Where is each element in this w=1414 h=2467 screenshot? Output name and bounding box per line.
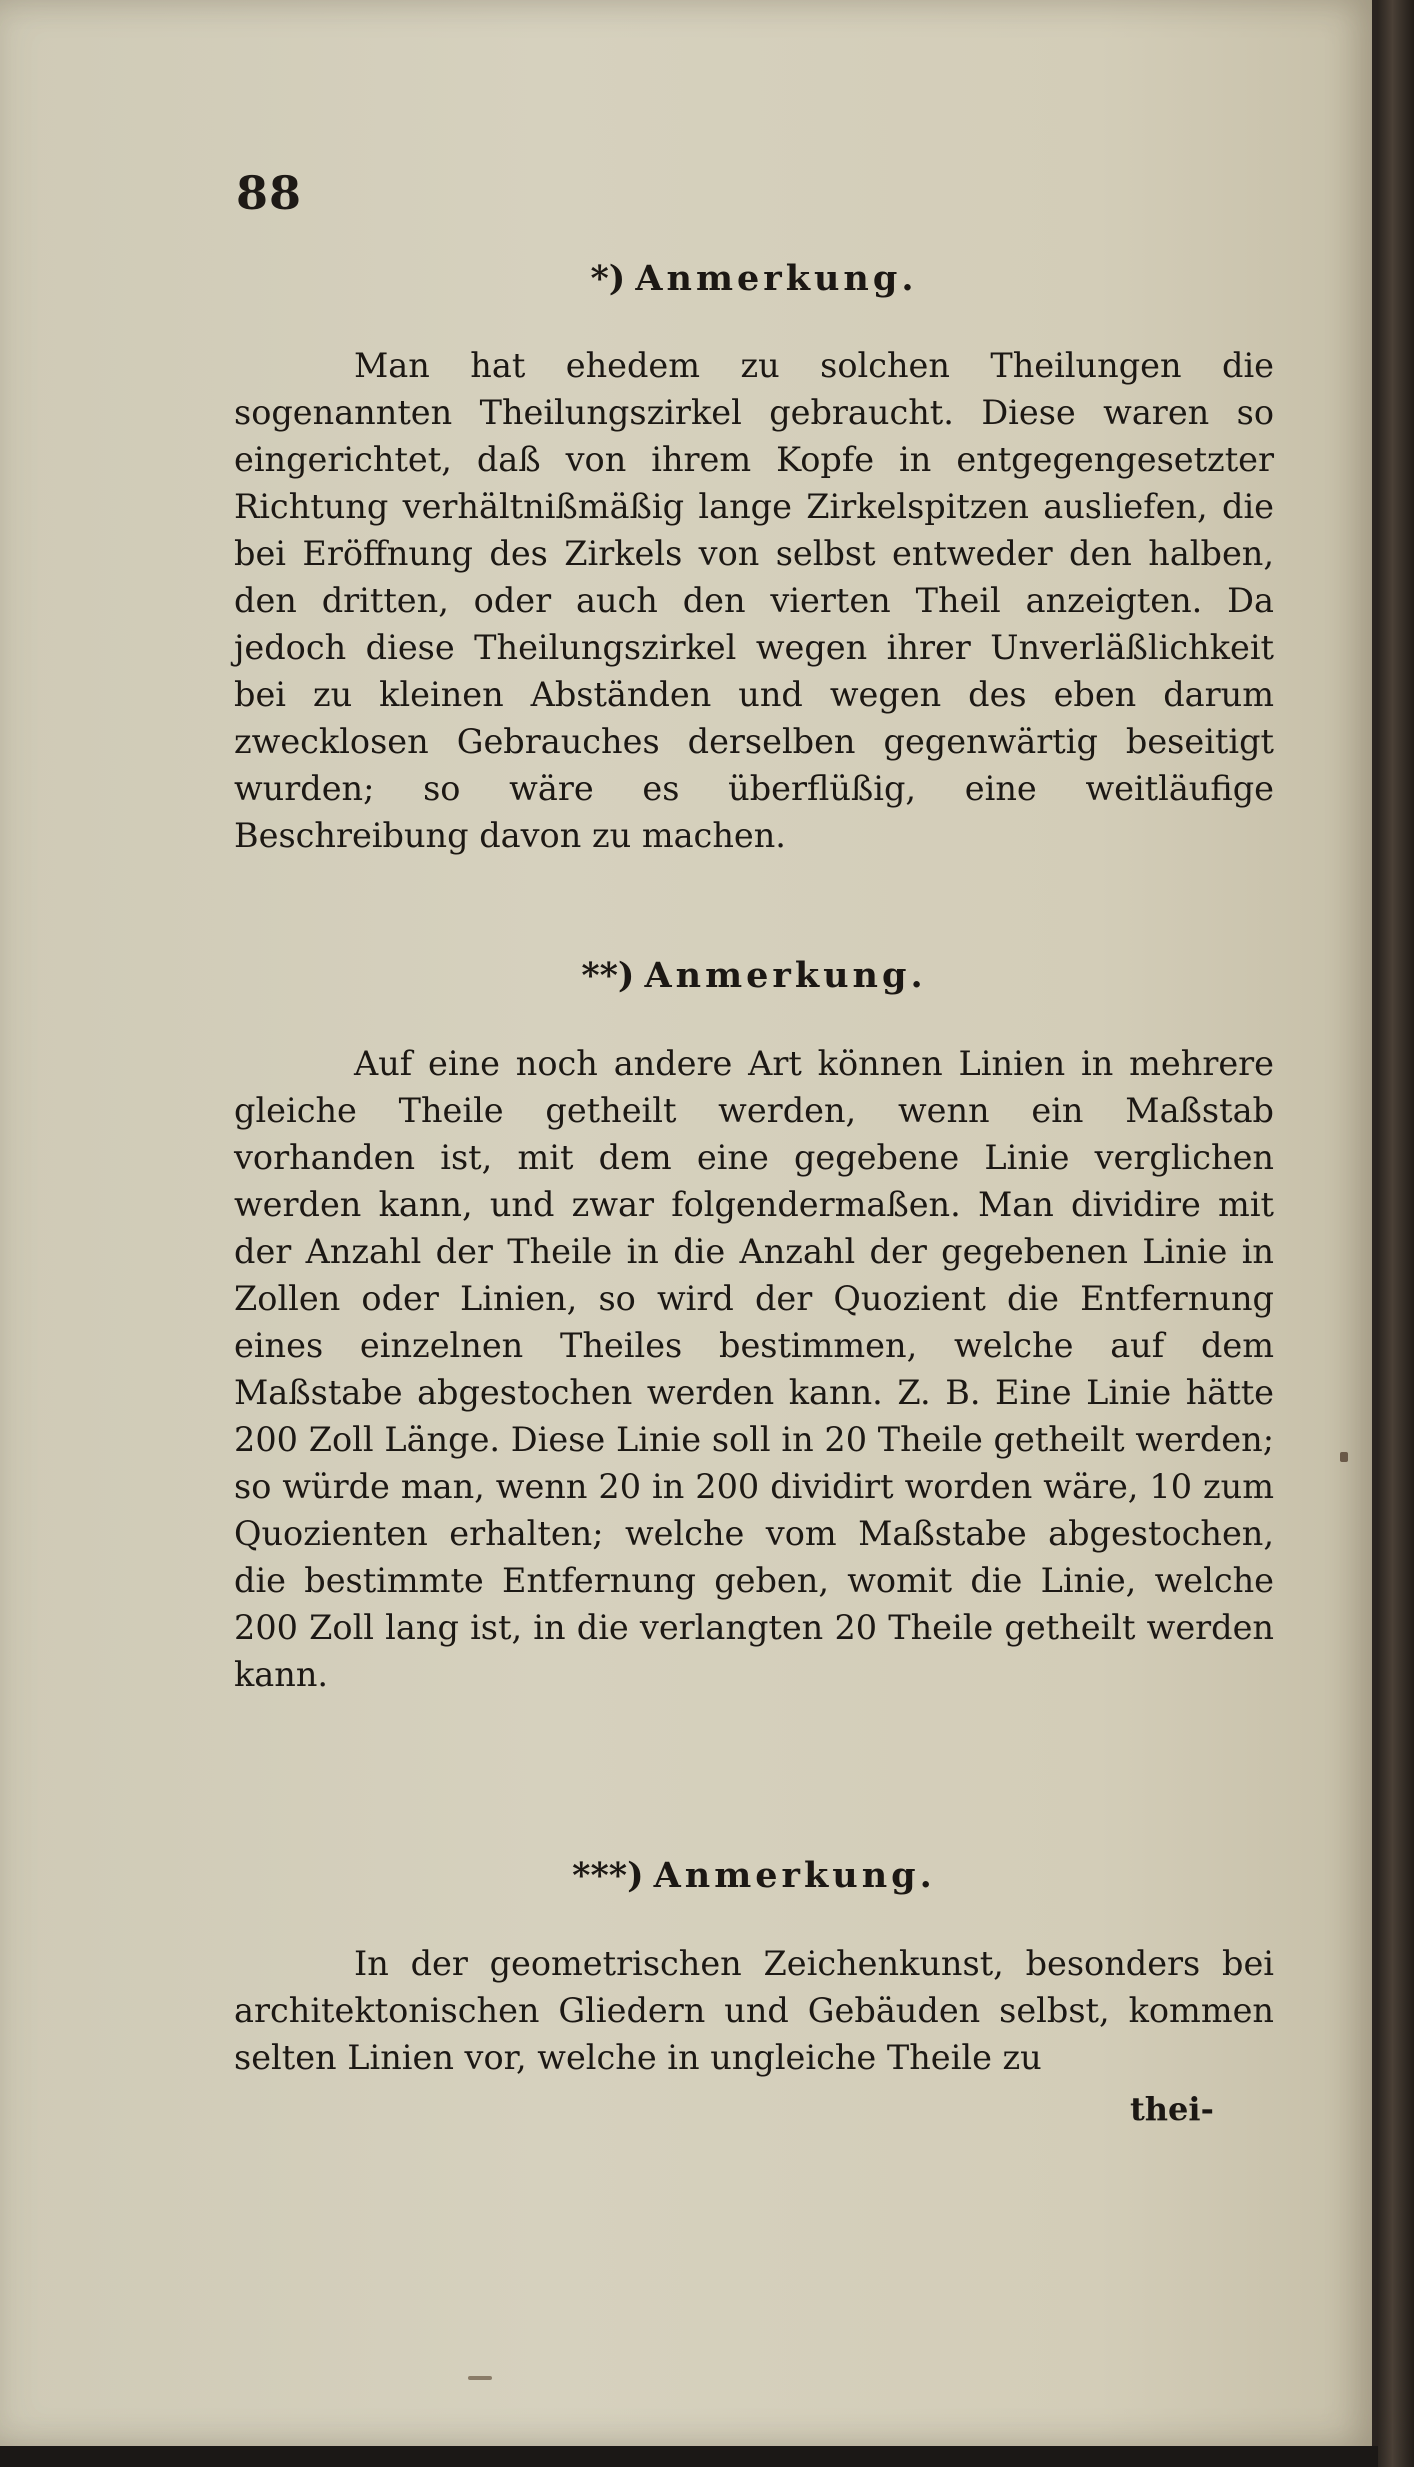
paragraph: Auf eine noch andere Art können Linien in mehrere gleiche Theile getheilt werden, wenn ein Maßstab vorhanden ist, mit dem eine gegebene Linie verglichen werden kann, und zwar folgendermaßen. Man dividire mit der Anzahl der Theile in die Anzahl der gegebenen Linie in Zollen oder Linien, so wird der Quozient die Entfernung eines einzelnen Theiles bestimmen, welche auf dem Maßstabe abgestochen werden kann. Z. B. Eine Linie hätte 200 Zoll Länge. Diese Linie soll in 20 Theile getheilt werden; so würde man, wenn 20 in 200 dividirt worden wäre, 10 zum Quozienten erhalten; welche vom Maßstabe abgestochen, die bestimmte Entfernung geben, womit die Linie, welche 200 Zoll lang ist, in die verlangten 20 Theile getheilt werden kann.: [234, 1044, 1274, 1694]
note-heading-1: [234, 258, 1274, 299]
footnote-mark: ***): [572, 1855, 644, 1896]
paper-mark: [468, 2376, 492, 2380]
footnote-mark: *): [590, 258, 626, 299]
binding-edge: [1378, 0, 1414, 2467]
footnote-mark: **): [581, 955, 635, 996]
note-text-3: [234, 1940, 1274, 2081]
catchword: thei-: [1130, 2090, 1214, 2128]
paper-speck: [1340, 1452, 1348, 1462]
heading-word: Anmerkung.: [644, 955, 927, 996]
note-heading-2: [234, 955, 1274, 996]
note-text-2: [234, 1040, 1274, 1698]
page-number: 88: [236, 166, 303, 220]
heading-word: Anmerkung.: [635, 258, 918, 299]
note-text-1: [234, 342, 1274, 859]
paragraph: Man hat ehedem zu solchen Theilungen die sogenannten Theilungszirkel gebraucht. Diese waren so eingerichtet, daß von ihrem Kopfe in entgegengesetzter Richtung verhältnißmäßig lange Zirkelspitzen ausliefen, die bei Eröffnung des Zirkels von selbst entweder den halben, den dritten, oder auch den vierten Theil anzeigten. Da jedoch diese Theilungszirkel wegen ihrer Unverläßlichkeit bei zu kleinen Abständen und wegen des eben darum zwecklosen Gebrauches derselben gegenwärtig beseitigt wurden; so wäre es überflüßig, eine weitläufige Beschreibung davon zu machen.: [234, 346, 1274, 855]
note-heading-3: [234, 1855, 1274, 1896]
paragraph: In der geometrischen Zeichenkunst, besonders bei architektonischen Gliedern und Gebäuden selbst, kommen selten Linien vor, welche in ungleiche Theile zu: [234, 1944, 1274, 2077]
heading-word: Anmerkung.: [653, 1855, 936, 1896]
